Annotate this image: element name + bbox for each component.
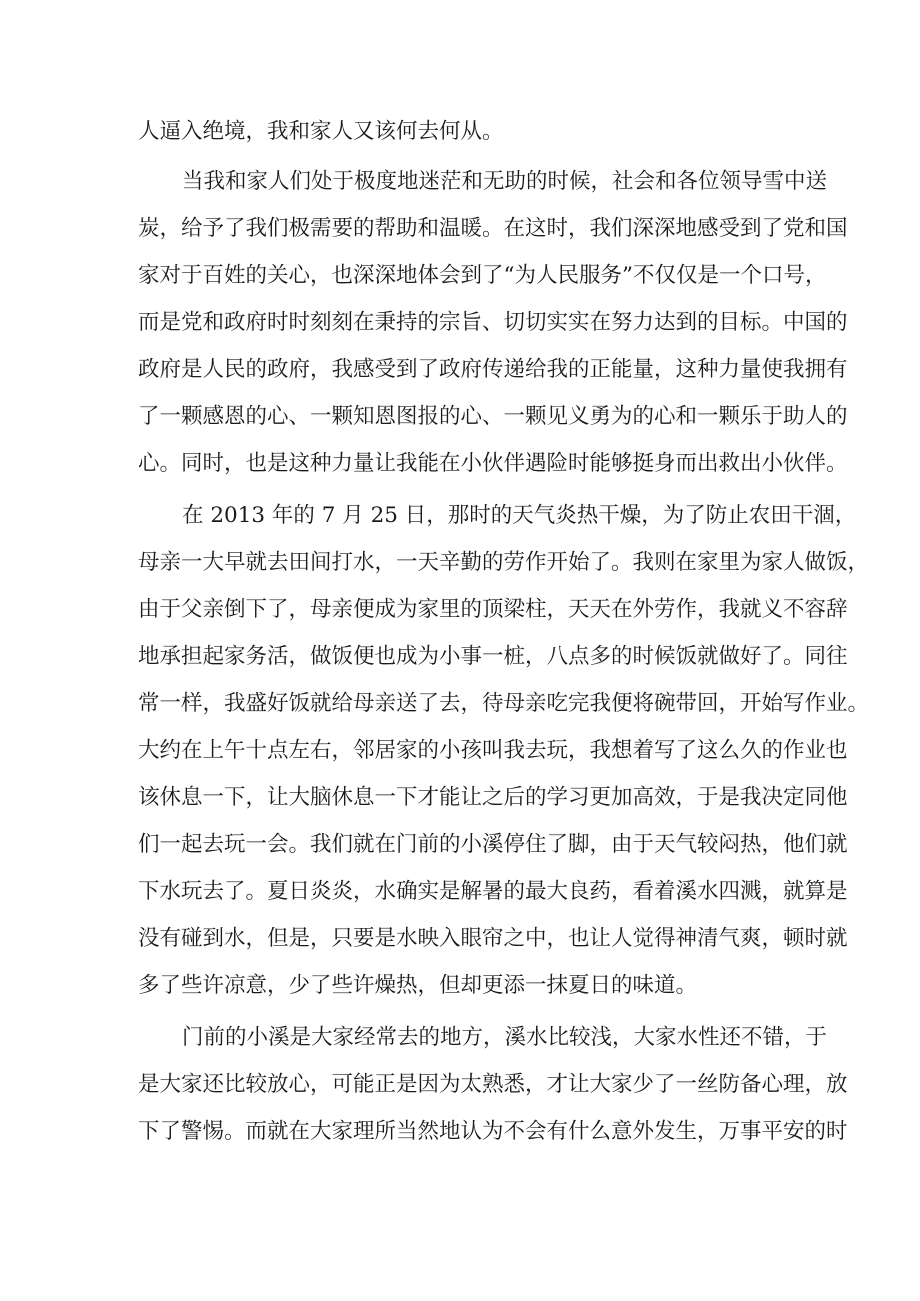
- text-line: 人逼入绝境，我和家人又该何去何从。: [138, 119, 504, 144]
- paragraph-first-line: 在 2013 年的 7 月 25 日，那时的天气炎热干燥，为了防止农田干涸，: [182, 503, 857, 528]
- text-line: 而是党和政府时时刻刻在秉持的宗旨、切切实实在努力达到的目标。中国的: [138, 310, 848, 335]
- text-line: 炭，给予了我们极需要的帮助和温暖。在这时，我们深深地感受到了党和国: [138, 216, 848, 241]
- text-line: 没有碰到水，但是，只要是水映入眼帘之中，也让人觉得神清气爽，顿时就: [138, 926, 848, 951]
- text-line: 家对于百姓的关心，也深深地体会到了“为人民服务”不仅仅是一个口号，: [138, 263, 827, 288]
- text-line: 由于父亲倒下了，母亲便成为家里的顶梁柱，天天在外劳作，我就义不容辞: [138, 597, 848, 622]
- text-line: 多了些许凉意，少了些许燥热，但却更添一抹夏日的味道。: [138, 973, 698, 998]
- text-line: 母亲一大早就去田间打水，一天辛勤的劳作开始了。我则在家里为家人做饭，: [138, 550, 870, 575]
- text-line: 该休息一下，让大脑休息一下才能让之后的学习更加高效，于是我决定同他: [138, 785, 848, 810]
- text-line: 地承担起家务活，做饭便也成为小事一桩，八点多的时候饭就做好了。同往: [138, 644, 848, 669]
- paragraph-first-line: 门前的小溪是大家经常去的地方，溪水比较浅，大家水性还不错，于: [182, 1025, 828, 1050]
- text-line: 是大家还比较放心，可能正是因为太熟悉，才让大家少了一丝防备心理，放: [138, 1072, 848, 1097]
- paragraph-first-line: 当我和家人们处于极度地迷茫和无助的时候，社会和各位领导雪中送: [182, 169, 828, 194]
- text-line: 常一样，我盛好饭就给母亲送了去，待母亲吃完我便将碗带回，开始写作业。: [138, 691, 870, 716]
- text-line: 心。同时，也是这种力量让我能在小伙伴遇险时能够挺身而出救出小伙伴。: [138, 451, 848, 476]
- text-line: 下了警惕。而就在大家理所当然地认为不会有什么意外发生，万事平安的时: [138, 1119, 848, 1144]
- text-line: 政府是人民的政府，我感受到了政府传递给我的正能量，这种力量使我拥有: [138, 357, 848, 382]
- text-line: 们一起去玩一会。我们就在门前的小溪停住了脚，由于天气较闷热，他们就: [138, 832, 848, 857]
- text-line: 了一颗感恩的心、一颗知恩图报的心、一颗见义勇为的心和一颗乐于助人的: [138, 404, 848, 429]
- text-line: 大约在上午十点左右，邻居家的小孩叫我去玩，我想着写了这么久的作业也: [138, 738, 848, 763]
- text-line: 下水玩去了。夏日炎炎，水确实是解暑的最大良药，看着溪水四溅，就算是: [138, 879, 848, 904]
